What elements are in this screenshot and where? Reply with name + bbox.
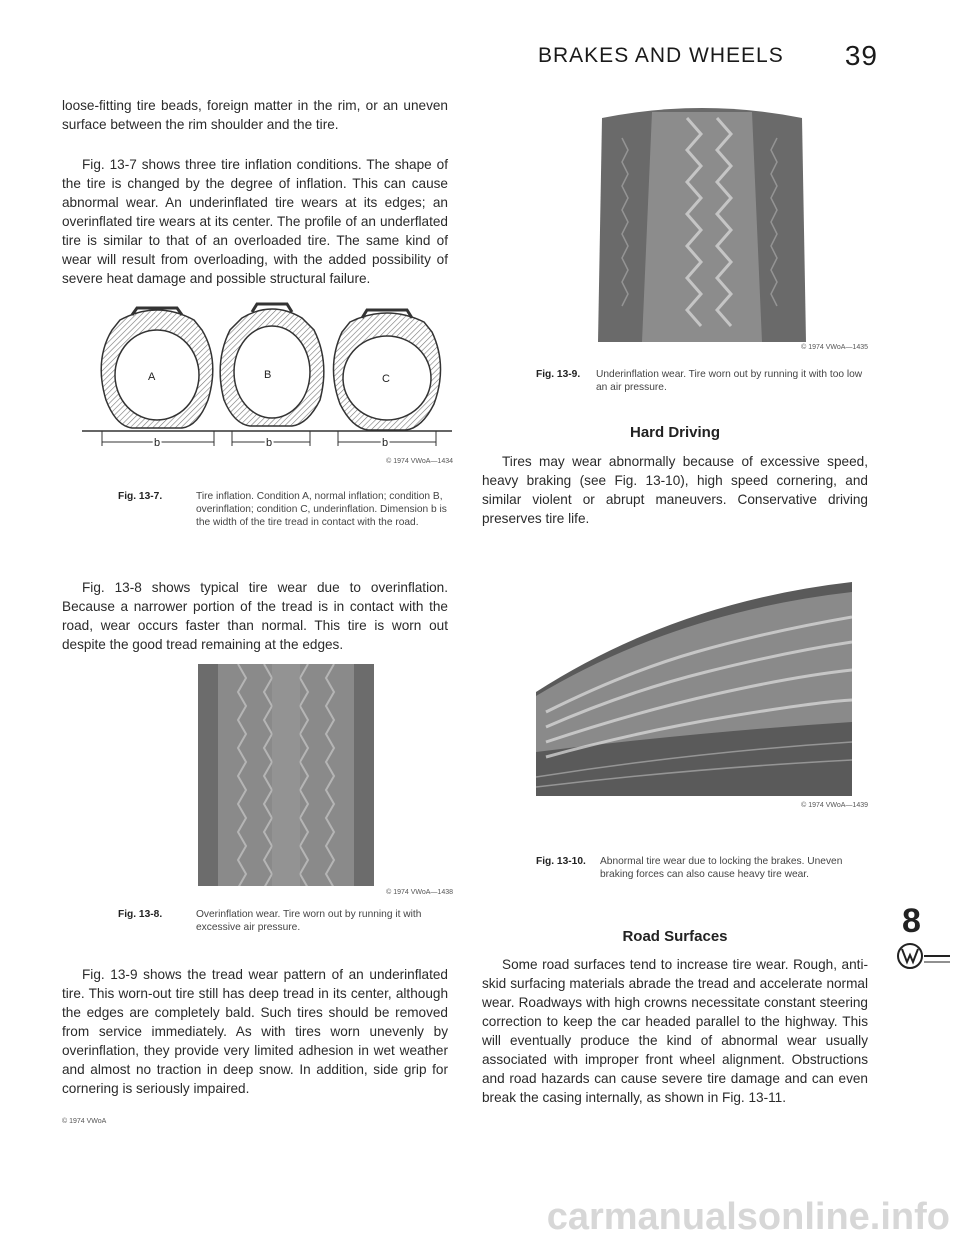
tire-profile-c [333, 310, 440, 430]
tire-inflation-diagram [82, 300, 452, 460]
section-tab-number: 8 [902, 902, 921, 940]
locked-brakes-tire-photo [536, 572, 852, 796]
paragraph-inflation-conditions: Fig. 13-7 shows three tire inflation conditions. The shape of the tire is changed by the degree of inflation. This can cause abnormal wear. An underinflated tire wears at its edges; an overinflated tire wears at its center. The profile of an underflated tire is similar to that of an overloaded tire. The same kind of wear will result from overloading, with the added possibility of severe heat damage and possible structural failure. [62, 157, 448, 286]
figure-credit: © 1974 VWoA—1439 [801, 802, 868, 809]
paragraph-hard-driving: Tires may wear abnormally because of excessive speed, heavy braking (see Fig. 13-10), high speed cornering, and similar violent or abrupt maneuvers. Conservative driving preserves tire life. [482, 454, 868, 526]
page-number: 39 [844, 40, 878, 71]
running-header [538, 40, 878, 80]
underinflation-tire-photo [592, 108, 812, 342]
figure-credit: © 1974 VWoA—1434 [386, 458, 453, 465]
page-footer-credit: © 1974 VWoA [62, 1118, 107, 1125]
heading-road-surfaces: Road Surfaces [622, 928, 728, 945]
figure-caption-text: Tire inflation. Condition A, normal inflation; condition B, overinflation; condition C, underinflation. Dimension b is the width of the tire tread in contact with the road. [196, 491, 447, 528]
figure-caption [118, 908, 448, 938]
chapter-title: BRAKES AND WHEELS [538, 44, 784, 67]
figure-caption-label: Fig. 13-8. [118, 909, 163, 920]
tire-label-b: B [264, 369, 272, 381]
figure-credit: © 1974 VWoA—1438 [386, 889, 453, 896]
figure-caption-text: Underinflation wear. Tire worn out by running it with too low an air pressure. [596, 369, 863, 393]
paragraph-tire-beads: loose-fitting tire beads, foreign matter in the rim, or an uneven surface between the rim shoulder and the tire. [62, 98, 448, 132]
tread-pattern-graphic [536, 572, 852, 796]
paragraph-underinflation: Fig. 13-9 shows the tread wear pattern of an underinflated tire. This worn-out tire still has deep tread in its center, although the edges are completely bald. Such tires should be removed from service immediately. As with tires worn unevenly by overinflation, they provide very limited adhesion in wet weather and almost no traction in deep snow. In addition, side grip for cornering is seriously impaired. [62, 967, 448, 1096]
watermark: carmanualsonline.info [546, 1196, 950, 1238]
section-tab [896, 904, 952, 974]
dimension-label-b: b [266, 437, 273, 449]
dimension-label-b: b [154, 437, 161, 449]
figure-caption [536, 368, 870, 398]
figure-caption-text: Abnormal tire wear due to locking the brakes. Uneven braking forces can also cause heavy tire wear. [600, 856, 843, 880]
figure-caption-label: Fig. 13-7. [118, 491, 163, 502]
figure-caption [118, 490, 448, 542]
tire-profile-b [220, 304, 324, 426]
heading-hard-driving: Hard Driving [629, 424, 720, 441]
vw-logo-icon [896, 942, 952, 970]
overinflation-tire-photo [198, 664, 374, 886]
tread-pattern-graphic [198, 664, 374, 886]
tire-label-c: C [382, 373, 390, 385]
paragraph-road-surfaces: Some road surfaces tend to increase tire wear. Rough, anti-skid surfacing materials abrade the tread and accelerate normal wear. Roadways with high crowns necessitate constant steering correction to keep the car headed parallel to the highway. This will eventually produce the kind of abnormal wear usually associated with improper front wheel alignment. Obstructions and road hazards can cause severe tire damage and can even break the casing internally, as shown in Fig. 13-11. [482, 957, 868, 1105]
figure-caption [536, 855, 870, 899]
tread-pattern-graphic [592, 108, 812, 342]
figure-caption-label: Fig. 13-10. [536, 856, 586, 867]
figure-caption-text: Overinflation wear. Tire worn out by running it with excessive air pressure. [196, 909, 422, 933]
paragraph-overinflation: Fig. 13-8 shows typical tire wear due to overinflation. Because a narrower portion of the tread is in contact with the road, wear occurs faster than normal. This tire is worn out despite the good tread remaining at the edges. [62, 580, 448, 652]
tire-profile-a [101, 308, 213, 428]
figure-credit: © 1974 VWoA—1435 [801, 344, 868, 351]
dimension-label-b: b [382, 437, 389, 449]
tire-label-a: A [148, 371, 156, 383]
figure-caption-label: Fig. 13-9. [536, 369, 581, 380]
